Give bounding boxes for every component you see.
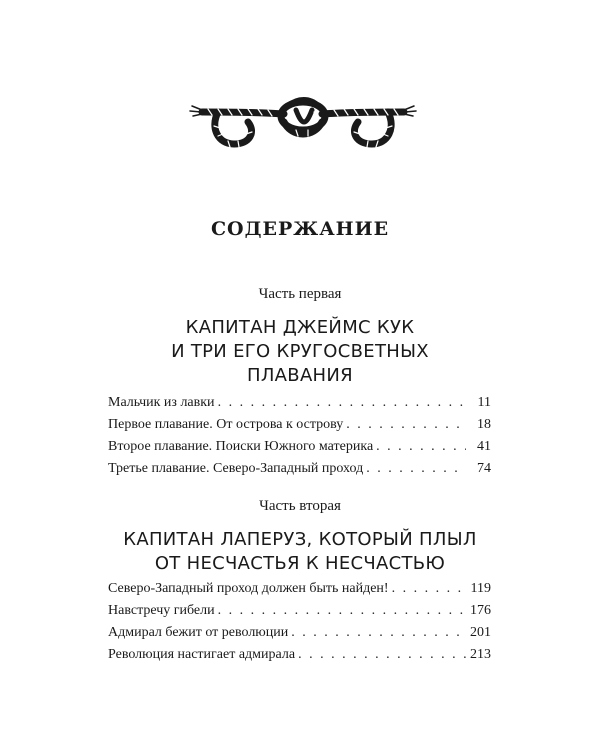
toc-entry-page: 201 — [470, 625, 491, 640]
dot-leader — [346, 417, 466, 433]
toc-entry[interactable] — [108, 461, 491, 483]
dot-leader — [376, 439, 466, 455]
toc-entry[interactable] — [108, 581, 491, 603]
dot-leader — [298, 647, 466, 663]
part-label: Часть первая — [258, 286, 342, 302]
toc-entry-page: 213 — [470, 647, 491, 662]
toc-entry-page: 74 — [477, 461, 491, 476]
toc-entry-page: 18 — [477, 417, 491, 432]
toc-entry-page: 11 — [477, 395, 491, 410]
toc-entry-title: Первое плавание. От острова к острову — [108, 417, 344, 432]
toc-entry-title: Революция настигает адмирала — [108, 647, 296, 662]
toc-entry-title: Адмирал бежит от революции — [108, 625, 289, 640]
toc-entry[interactable] — [108, 417, 491, 439]
dot-leader — [291, 625, 466, 641]
part-label: Часть вторая — [259, 498, 341, 514]
page-title: СОДЕРЖАНИЕ — [210, 218, 390, 240]
dot-leader — [366, 461, 466, 477]
toc-entry-page: 41 — [477, 439, 491, 454]
rope-knot-icon — [188, 92, 418, 162]
toc-entry-page: 176 — [470, 603, 491, 618]
part-title-line: И ТРИ ЕГО КРУГОСВЕТНЫХ — [171, 341, 429, 362]
toc-entry-title: Второе плавание. Поиски Южного материка — [108, 439, 374, 454]
part-title — [0, 528, 600, 576]
dot-leader — [392, 581, 466, 597]
toc-entry-title: Северо-Западный проход должен быть найден! — [108, 581, 389, 596]
part-title-line: ПЛАВАНИЯ — [247, 365, 353, 386]
toc-entry[interactable] — [108, 395, 491, 417]
part-title-line: ОТ НЕСЧАСТЬЯ К НЕСЧАСТЬЮ — [154, 553, 446, 574]
toc-entry[interactable] — [108, 603, 491, 625]
toc-entry[interactable] — [108, 625, 491, 647]
part-title — [0, 316, 600, 388]
toc-entry-title: Навстречу гибели — [108, 603, 215, 618]
toc-entry-title: Мальчик из лавки — [108, 395, 215, 410]
toc-entry[interactable] — [108, 647, 491, 669]
dot-leader — [218, 395, 466, 411]
dot-leader — [218, 603, 466, 619]
toc-list — [108, 581, 491, 669]
toc-list — [108, 395, 491, 483]
part-title-line: КАПИТАН ДЖЕЙМС КУК — [185, 317, 415, 338]
part-title-line: КАПИТАН ЛАПЕРУЗ, КОТОРЫЙ ПЛЫЛ — [123, 529, 477, 550]
toc-entry-page: 119 — [470, 581, 491, 596]
toc-entry[interactable] — [108, 439, 491, 461]
toc-entry-title: Третье плавание. Северо-Западный проход — [108, 461, 364, 476]
